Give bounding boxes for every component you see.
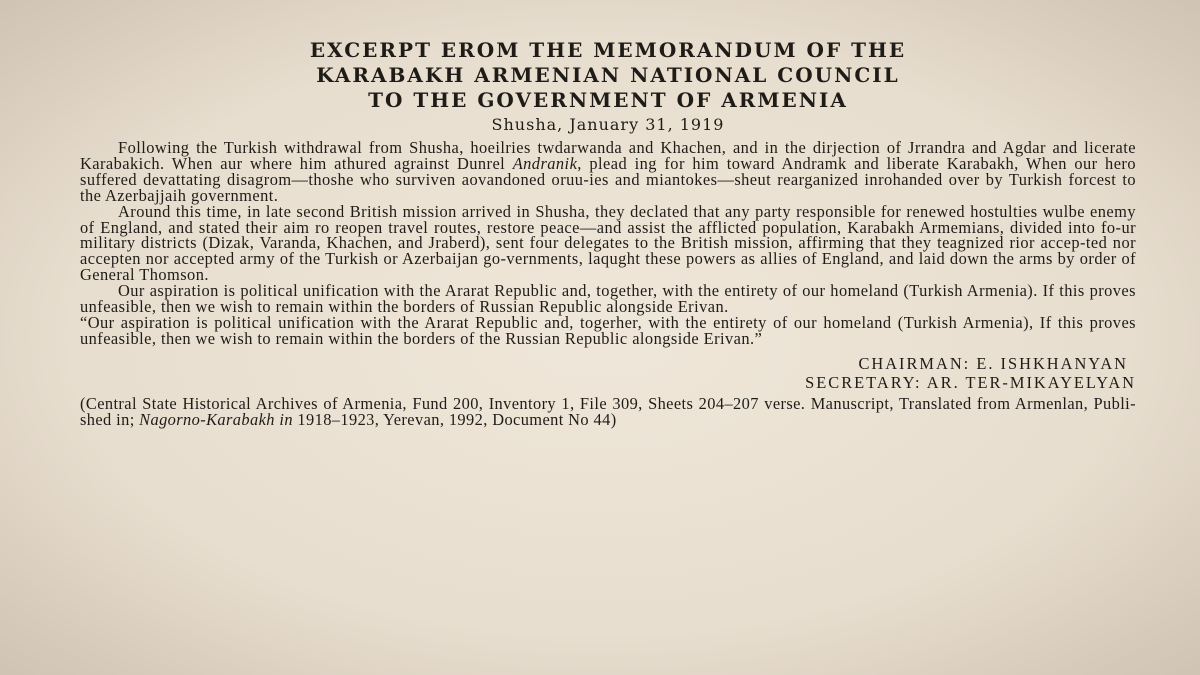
- title-line-2: KARABAKH ARMENIAN NATIONAL COUNCIL: [316, 63, 900, 87]
- title-line-1: EXCERPT EROM THE MEMORANDUM OF THE: [309, 38, 907, 62]
- signatures: [80, 354, 1136, 392]
- source-citation: [80, 393, 1136, 430]
- paragraph-2: Around this time, in late second British mission arrived in Shusha, they declated that any party responsible for renewed hostulties wulbe enemy of England, and stated their aim ro reopen travel routes, restore peace—and assist the afflicted population, Karabakh Armemians, divided into fo-ur military districts (Dizak, Varanda, Khachen, and Jraberd), sent four delegates to the British mission, affirming that they teagnized rior accep-ted nor accepten nor accepted army of the Turkish or Azerbaijan go-vernments, laqught these powers as allies of England, and laid down the arms by order of General Thomson.: [80, 201, 1136, 285]
- paragraph-1-italic-name: Andranik: [512, 153, 578, 173]
- source-text-a: (Central State Historical Archives of Armenia, Fund 200, Inventory 1, File 309, Sheets 204–207 verse. Manuscript, Translated from Armenlan, Publi-shed in;: [80, 393, 1136, 430]
- document-title: [80, 38, 1136, 113]
- source-text-b: 1918–1923, Yerevan, 1992, Document No 44): [292, 410, 617, 430]
- title-line-3: TO THE GOVERNMENT OF ARMENIA: [368, 88, 848, 112]
- secretary-signature: SECRETARY: AR. TER-MIKAYELYAN: [805, 372, 1136, 392]
- place-date: Shusha, January 31, 1919: [491, 115, 725, 134]
- memorandum-excerpt: [80, 38, 1136, 429]
- chairman-signature: CHAIRMAN: E. ISHKHANYAN: [858, 353, 1128, 373]
- paragraph-3: Our aspiration is political unification with the Ararat Republic and, together, with the entirety of our homeland (Turkish Armenia). If this proves unfeasible, then we wish to remain within the borders of Russian Republic alongside Erivan.: [80, 281, 1136, 317]
- paragraph-1-text-a: Following the Turkish withdrawal from Shusha, hoeilries twdarwanda and Khachen, and in the dirjection of Jrrandra and Agdar and licerate Karabakich. When aur where him athured agrainst Dunrel: [80, 138, 1136, 173]
- paragraph-1: [80, 140, 1136, 204]
- source-italic-title: Nagorno-Karabakh in: [139, 410, 293, 430]
- quoted-aspiration: “Our aspiration is political unification with the Ararat Republic and, togerher, with the entirety of our homeland (Turkish Armenia), If this proves unfeasible, then we wish to remain within the borders of the Russian Republic alongside Erivan.”: [80, 312, 1136, 348]
- paragraph-1-text-b: , plead ing for him toward Andramk and liberate Karabakh, When our hero suffered devattating disagrom—thoshe who surviven aovandoned oruu-ies and miantokes—sheut rearganized inrohanded over by Turkish forcest to the Azerbajjaih government.: [80, 153, 1136, 205]
